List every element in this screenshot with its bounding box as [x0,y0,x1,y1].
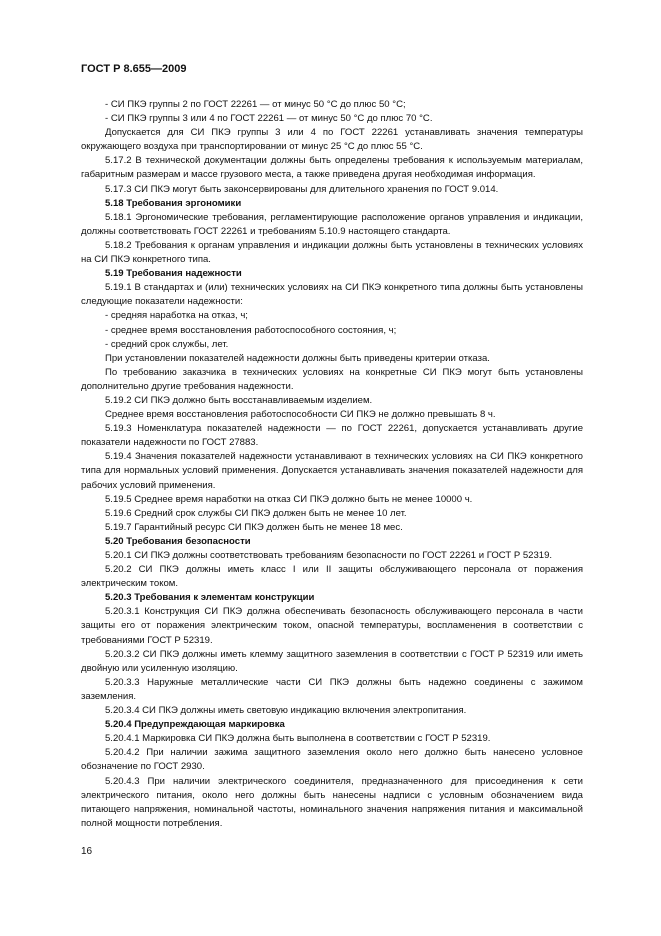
paragraph: - СИ ПКЭ группы 3 или 4 по ГОСТ 22261 — от минус 50 °С до плюс 70 °С. [105,113,433,125]
paragraph: Допускается для СИ ПКЭ группы 3 или 4 по ГОСТ 22261 устанавливать значения температуры окружающего воздуха при транспортировании от минус 25 °С до плюс 55 °С. [81,127,583,153]
list-item: - средний срок службы, лет. [105,338,229,350]
paragraph: 5.19.3 Номенклатура показателей надежности — по ГОСТ 22261, допускается устанавливать другие показатели надежности по ГОСТ 27883. [81,423,583,449]
paragraph: 5.19.7 Гарантийный ресурс СИ ПКЭ должен быть не менее 18 мес. [105,521,403,533]
list-item: - среднее время восстановления работоспособного состояния, ч; [105,324,397,336]
subsection-heading: 5.20.3 Требования к элементам конструкции [105,592,315,604]
paragraph: 5.20.3.4 СИ ПКЭ должны иметь световую индикацию включения электропитания. [105,705,467,717]
paragraph: 5.18.2 Требования к органам управления и индикации должны быть установлены в технических условиях на СИ ПКЭ конкретного типа. [81,239,583,266]
paragraph: Среднее время восстановления работоспособности СИ ПКЭ не должно превышать 8 ч. [105,409,496,421]
paragraph: 5.19.2 СИ ПКЭ должно быть восстанавливаемым изделием. [105,394,373,406]
subsection-heading: 5.20.4 Предупреждающая маркировка [105,719,285,731]
paragraph: 5.20.3.3 Наружные металлические части СИ ПКЭ должны быть надежно соединены с зажимом заземления. [81,676,583,702]
paragraph: По требованию заказчика в технических условиях на конкретные СИ ПКЭ могут быть установлены дополнительно другие требования надежности. [81,366,583,392]
paragraph: 5.17.2 В технической документации должны быть определены требования к используемым материалам, габаритным размерам и массе грузового места, а также приведена другая необходимая информация. [81,155,583,181]
section-heading: 5.19 Требования надежности [105,268,242,280]
paragraph: - СИ ПКЭ группы 2 по ГОСТ 22261 — от минус 50 °С до плюс 50 °С; [105,99,406,110]
section-heading: 5.20 Требования безопасности [105,535,251,547]
paragraph: 5.20.1 СИ ПКЭ должны соответствовать требованиям безопасности по ГОСТ 22261 и ГОСТ Р 52319. [105,550,553,561]
paragraph: 5.20.3.2 СИ ПКЭ должны иметь клемму защитного заземления в соответствии с ГОСТ Р 52319 или иметь двойную или усиленную изоляцию. [81,648,583,674]
paragraph: 5.20.4.3 При наличии электрического соединителя, предназначенного для присоединения к сети электрического питания, около него должны быть нанесены надписи с условным обозначением вида питающего напряжения, номинальной частоты, номинального значения напряжения питания и максимальной полной мощности потребления. [81,775,583,829]
section-heading: 5.18 Требования эргономики [105,197,242,209]
paragraph: При установлении показателей надежности должны быть приведены критерии отказа. [105,352,490,364]
paragraph: 5.17.3 СИ ПКЭ могут быть законсервированы для длительного хранения по ГОСТ 9.014. [105,183,499,195]
paragraph: 5.20.2 СИ ПКЭ должны иметь класс I или II защиты обслуживающего персонала от поражения электрическим током. [81,564,583,590]
paragraph: 5.20.4.2 При наличии зажима защитного заземления около него должно быть нанесено условное обозначение по ГОСТ 2930. [81,747,583,773]
paragraph: 5.18.1 Эргономические требования, регламентирующие расположение органов управления и индикации, должны соответствовать ГОСТ 22261 и требованиям 5.10.9 настоящего стандарта. [81,211,583,237]
paragraph: 5.19.4 Значения показателей надежности устанавливают в технических условиях на СИ ПКЭ конкретного типа для нормальных условий применения. Допускается устанавливать значения показателей надежности для рабочих условий применения. [81,451,583,491]
paragraph: 5.19.6 Средний срок службы СИ ПКЭ должен быть не менее 10 лет. [105,507,407,519]
page-number: 16 [81,846,93,857]
list-item: - средняя наработка на отказ, ч; [105,310,248,322]
paragraph: 5.20.4.1 Маркировка СИ ПКЭ должна быть выполнена в соответствии с ГОСТ Р 52319. [105,733,491,745]
paragraph: 5.19.5 Среднее время наработки на отказ СИ ПКЭ должно быть не менее 10000 ч. [105,493,473,505]
document-header: ГОСТ Р 8.655—2009 [81,63,187,75]
document-body [81,98,583,831]
paragraph: 5.20.3.1 Конструкция СИ ПКЭ должна обеспечивать безопасность обслуживающего персонала в части защиты его от поражения электрическим током, опасной температуры, воспламенения в соответствии с требованиями ГОСТ Р 52319. [81,606,583,646]
paragraph: 5.19.1 В стандартах и (или) технических условиях на СИ ПКЭ конкретного типа должны быть установлены следующие показатели надежности: [81,282,583,308]
